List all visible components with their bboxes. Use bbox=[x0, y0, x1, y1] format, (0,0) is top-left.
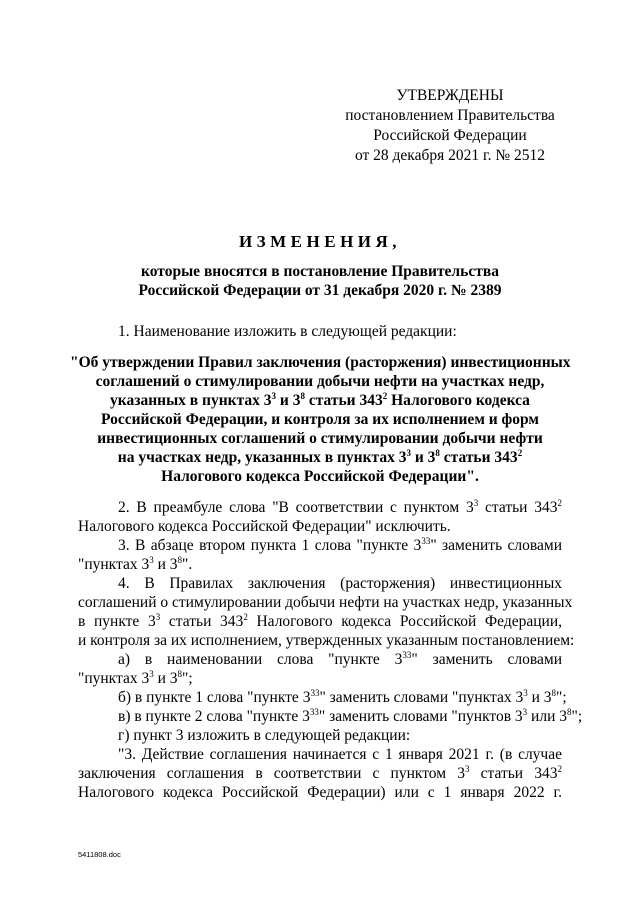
text: "пунктах 3 bbox=[78, 670, 150, 687]
bold-line-3 bbox=[70, 391, 570, 410]
superscript: 3 bbox=[402, 650, 407, 660]
superscript: 3 bbox=[155, 612, 161, 622]
bold-line-1: "Об утверждении Правил заключения (расторжения) инвестиционных bbox=[70, 354, 571, 371]
text: заключения соглашения в соответствии с пунктом 3 bbox=[78, 765, 465, 782]
text: Налогового кодекса Российской Федерации, bbox=[247, 613, 562, 630]
subtitle-line-2: Российской Федерации от 31 декабря 2020 г. № 2389 bbox=[138, 282, 502, 299]
bold-text: на участках недр, указанных в пунктах 3 bbox=[117, 449, 407, 466]
bold-text: указанных в пунктах 3 bbox=[110, 392, 272, 409]
bold-text: и 3 bbox=[276, 392, 301, 409]
bold-line-7: Налогового кодекса Российской Федерации". bbox=[161, 468, 479, 485]
superscript: 8 bbox=[567, 707, 572, 717]
item-4v bbox=[118, 707, 583, 726]
superscript: 2 bbox=[557, 498, 562, 508]
text: ". bbox=[182, 556, 193, 573]
item-4a-line-2 bbox=[78, 669, 562, 688]
item-2-line-1 bbox=[118, 498, 562, 517]
text: статьи 343 bbox=[469, 765, 558, 782]
superscript: 8 bbox=[551, 688, 556, 698]
bold-text: статьи 343 bbox=[439, 449, 518, 466]
item-3-line-1 bbox=[118, 536, 562, 555]
item-4b bbox=[118, 688, 567, 707]
superscript: 3 bbox=[314, 688, 320, 698]
superscript: 3 bbox=[309, 707, 315, 717]
superscript: 3 bbox=[149, 555, 154, 565]
superscript: 3 bbox=[473, 498, 479, 508]
text: 2. В преамбуле слова "В соответствии с пунктом 3 bbox=[118, 499, 474, 516]
text: и 3 bbox=[527, 689, 552, 706]
subtitle-line-1: которые вносятся в постановление Правительства bbox=[141, 263, 499, 280]
quote-3-line-1: "3. Действие соглашения начинается с 1 января 2021 г. (в случае bbox=[118, 746, 562, 763]
approval-title: УТВЕРЖДЕНЫ bbox=[396, 87, 504, 104]
item-4-line-1: 4. В Правилах заключения (расторжения) инвестиционных bbox=[118, 575, 562, 592]
superscript: 8 bbox=[300, 391, 305, 401]
bold-text: и 3 bbox=[410, 449, 436, 466]
approval-line-2: Российской Федерации bbox=[373, 127, 527, 144]
superscript: 3 bbox=[314, 707, 319, 717]
bold-text: статьи 343 bbox=[304, 392, 383, 409]
superscript: 8 bbox=[177, 669, 183, 679]
superscript: 3 bbox=[149, 669, 154, 679]
superscript: 3 bbox=[406, 448, 411, 458]
text: "; bbox=[182, 670, 193, 687]
text: в пункте 3 bbox=[78, 613, 156, 630]
item-3-line-2 bbox=[78, 555, 562, 574]
item-4-line-3 bbox=[78, 612, 562, 631]
text: или 3 bbox=[527, 708, 567, 725]
approval-block bbox=[320, 86, 580, 166]
text: " заменить словами "пунктах 3 bbox=[319, 689, 524, 706]
document-subtitle bbox=[0, 262, 640, 300]
superscript: 3 bbox=[522, 707, 528, 717]
quote-3-line-2 bbox=[78, 764, 562, 783]
bold-line-4: Российской Федерации, и контроля за их исполнением и форм bbox=[101, 411, 539, 428]
item-2-line-2: Налогового кодекса Российской Федерации" исключить. bbox=[78, 518, 451, 535]
text: б) в пункте 1 слова "пункте 3 bbox=[118, 689, 311, 706]
approval-line-3: от 28 декабря 2021 г. № 2512 bbox=[354, 147, 546, 164]
text: статьи 343 bbox=[478, 499, 558, 516]
footer-filename: 5411808.doc bbox=[78, 850, 121, 859]
text: "; bbox=[556, 689, 567, 706]
bold-line-2: соглашений о стимулировании добычи нефти на участках недр, bbox=[95, 373, 545, 390]
superscript: 3 bbox=[464, 764, 470, 774]
text: и 3 bbox=[153, 670, 178, 687]
item-4-line-4: и контроля за их исполнением, утвержденных указанным постановлением: bbox=[78, 632, 575, 649]
text: а) в наименовании слова "пункте 3 bbox=[118, 651, 403, 668]
approval-line-1: постановлением Правительства bbox=[345, 107, 555, 124]
superscript: 8 bbox=[435, 448, 440, 458]
text: "пунктах 3 bbox=[78, 556, 150, 573]
superscript: 2 bbox=[557, 764, 562, 774]
superscript: 3 bbox=[406, 650, 412, 660]
document-title: ИЗМЕНЕНИЯ, bbox=[238, 232, 402, 251]
superscript: 2 bbox=[382, 391, 388, 401]
superscript: 3 bbox=[523, 688, 528, 698]
item-4-line-2: соглашений о стимулировании добычи нефти на участках недр, указанных bbox=[78, 594, 573, 611]
text: " заменить словами "пунктов 3 bbox=[318, 708, 523, 725]
bold-line-6 bbox=[70, 448, 570, 467]
superscript: 3 bbox=[425, 536, 431, 546]
text: " заменить словами bbox=[430, 537, 563, 554]
bold-line-5: инвестиционных соглашений о стимулировании добычи нефти bbox=[97, 430, 543, 447]
text: 3. В абзаце втором пункта 1 слова "пункте 3 bbox=[118, 537, 422, 554]
text: статьи 343 bbox=[160, 613, 244, 630]
item-4a-line-1 bbox=[118, 650, 562, 669]
text: и 3 bbox=[153, 556, 178, 573]
superscript: 8 bbox=[177, 555, 183, 565]
superscript: 2 bbox=[243, 612, 248, 622]
item-1: 1. Наименование изложить в следующей редакции: bbox=[118, 323, 457, 340]
superscript: 3 bbox=[271, 391, 277, 401]
item-4g: г) пункт 3 изложить в следующей редакции: bbox=[118, 727, 411, 744]
text: "; bbox=[571, 708, 583, 725]
superscript: 2 bbox=[517, 448, 523, 458]
quote-3-line-3: Налогового кодекса Российской Федерации) или с 1 января 2022 г. bbox=[78, 784, 562, 801]
superscript: 3 bbox=[310, 688, 315, 698]
text: " заменить словами bbox=[411, 651, 562, 668]
text: в) в пункте 2 слова "пункте 3 bbox=[118, 708, 310, 725]
superscript: 3 bbox=[421, 536, 426, 546]
bold-text: Налогового кодекса bbox=[387, 392, 530, 409]
